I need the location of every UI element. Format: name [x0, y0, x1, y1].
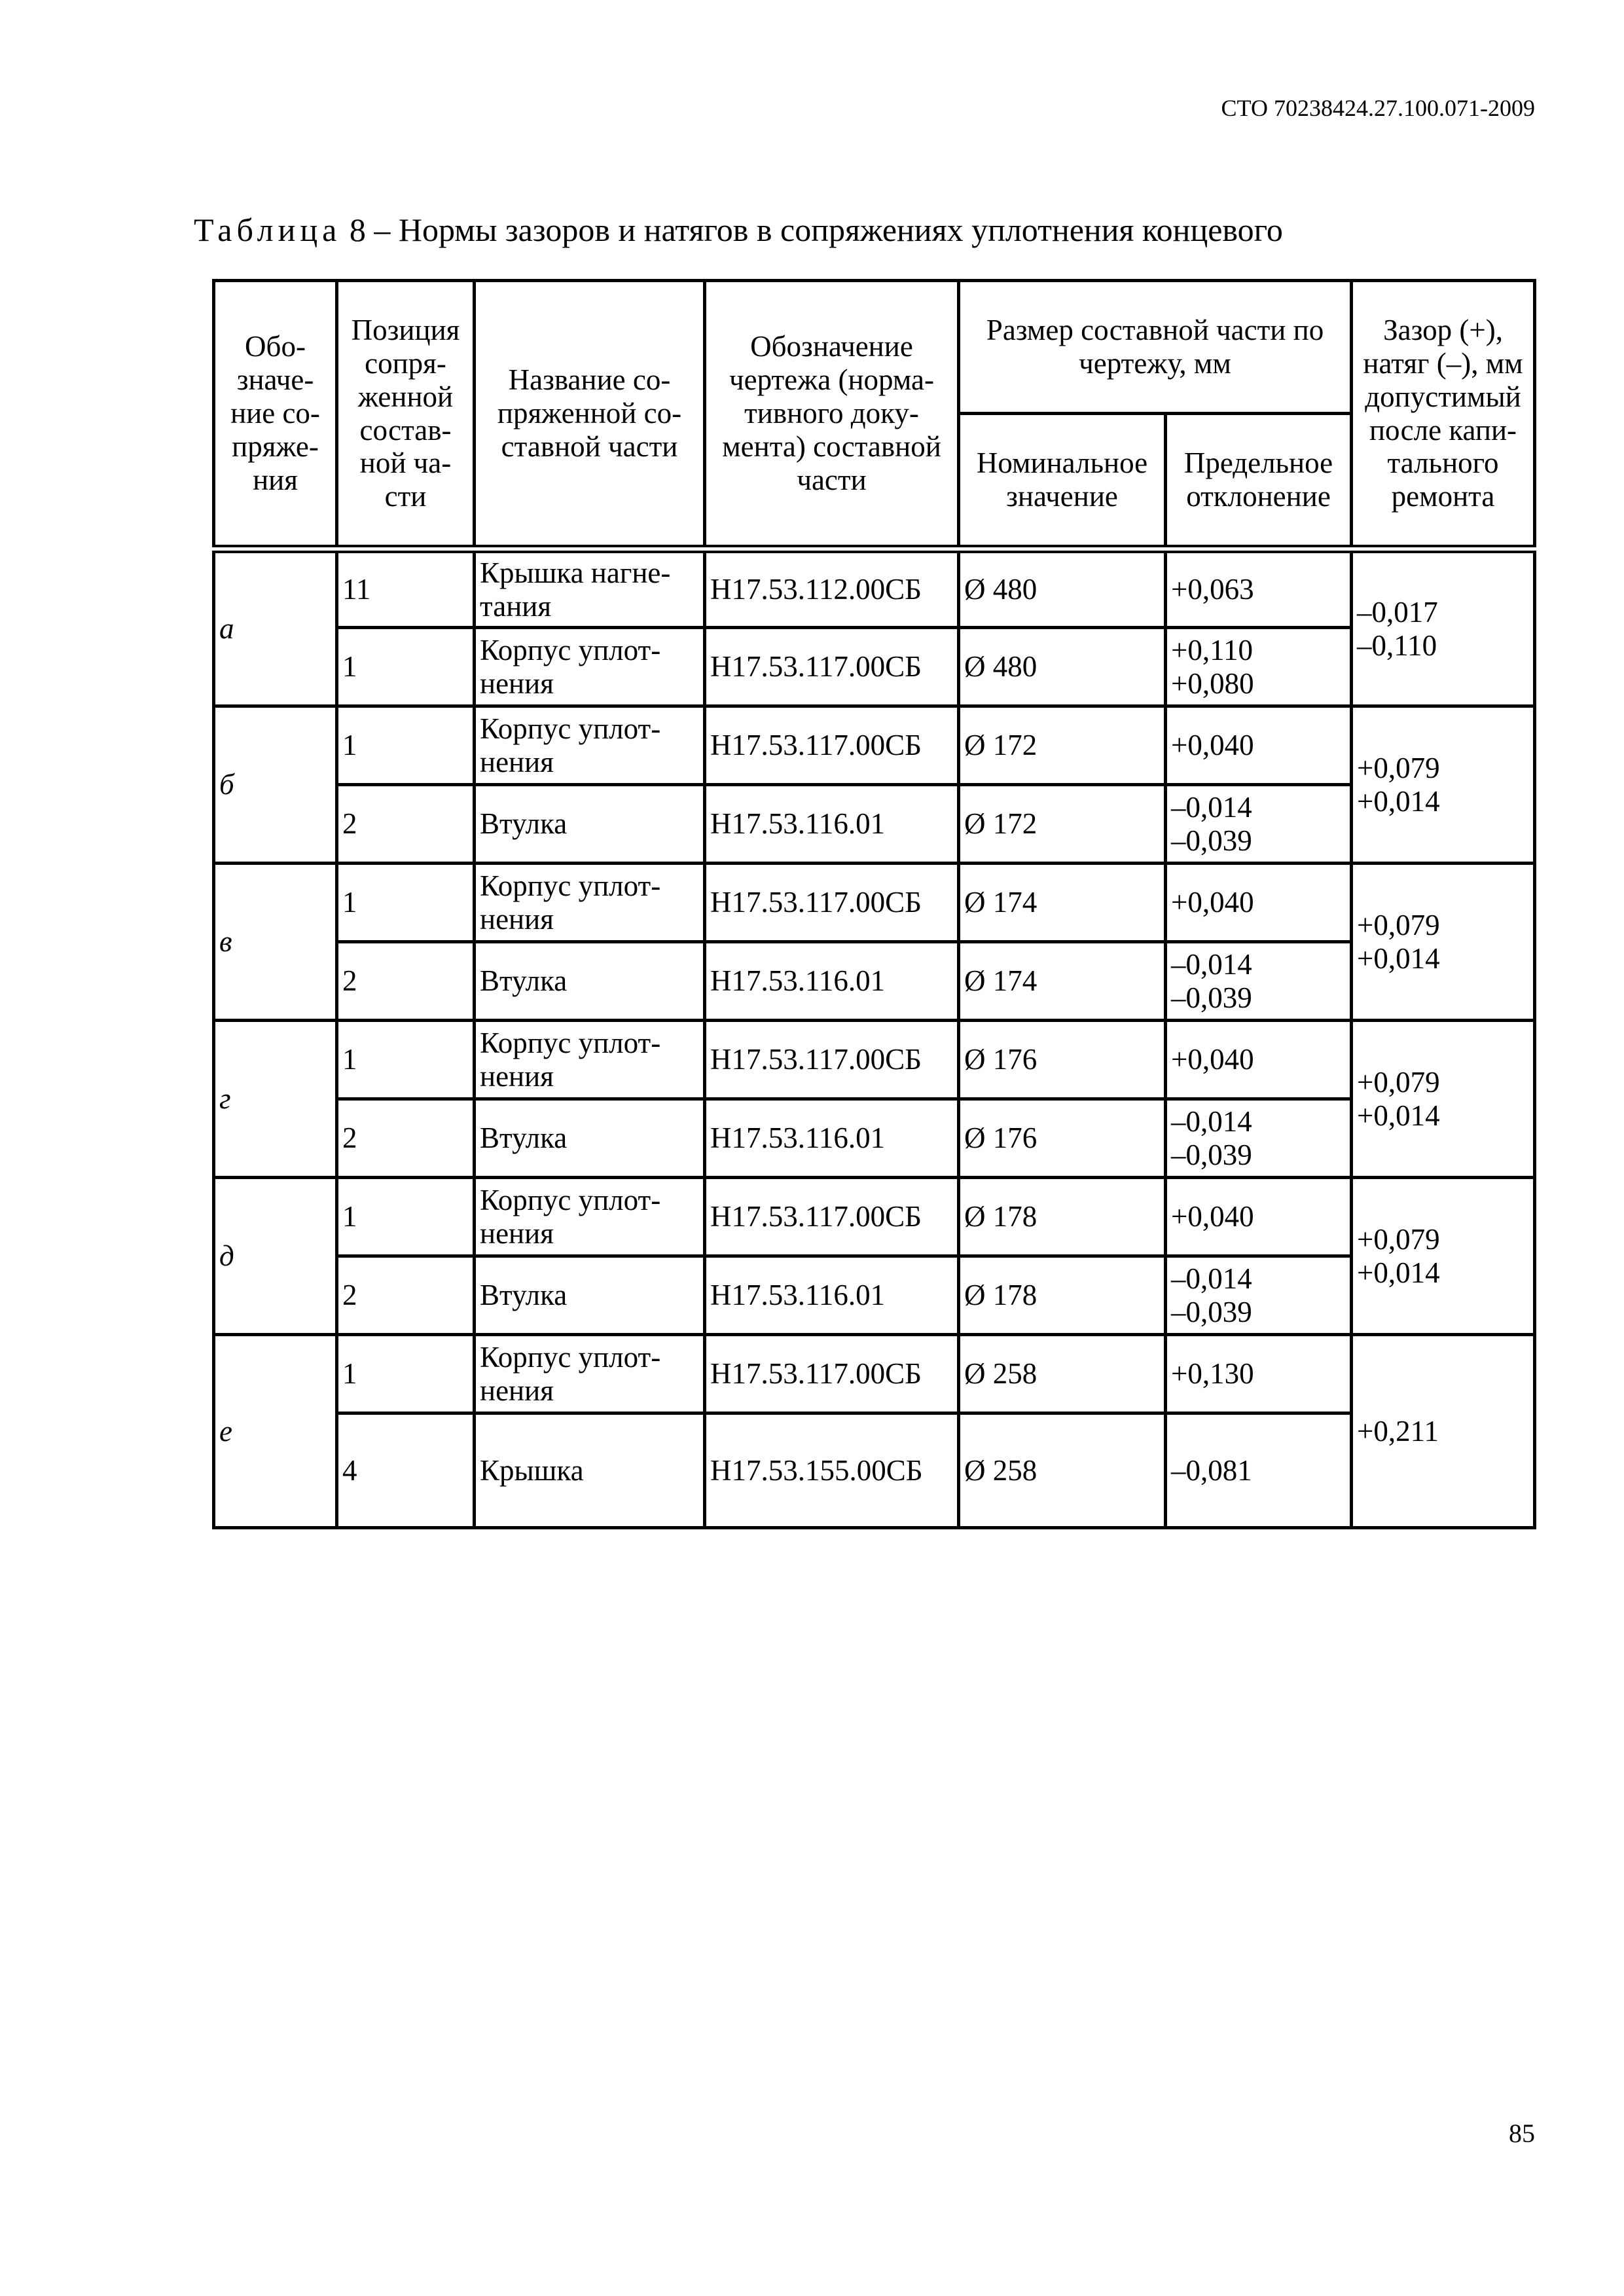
fit-value: +0,079	[1357, 1065, 1440, 1099]
part-name-cell: Корпус уплот-нения	[475, 1021, 705, 1099]
position-cell: 2	[337, 1256, 475, 1335]
nominal-size-cell: Ø 258	[959, 1413, 1166, 1528]
position-cell: 2	[337, 1099, 475, 1178]
caption-label: Таблица	[194, 211, 342, 248]
position-cell: 1	[337, 1335, 475, 1413]
table-row	[214, 706, 1535, 785]
part-name-cell: Втулка	[475, 1099, 705, 1178]
deviation-value: +0,040	[1171, 729, 1254, 762]
deviation-cell	[1166, 549, 1352, 628]
table-row	[214, 549, 1535, 628]
position-cell: 2	[337, 942, 475, 1021]
header-part-name: Название со-пряженной со-ставной части	[475, 281, 705, 549]
deviation-cell	[1166, 1099, 1352, 1178]
nominal-size-cell: Ø 172	[959, 785, 1166, 864]
fit-value: +0,211	[1357, 1414, 1439, 1448]
deviation-value: –0,014	[1171, 1262, 1252, 1295]
fit-value: +0,014	[1357, 1256, 1440, 1289]
mating-designation: в	[214, 864, 337, 1021]
deviation-cell	[1166, 1178, 1352, 1256]
position-cell: 11	[337, 549, 475, 628]
fit-value: +0,079	[1357, 908, 1440, 941]
mating-designation: б	[214, 706, 337, 864]
part-name-cell: Корпус уплот-нения	[475, 1178, 705, 1256]
table-caption	[194, 211, 1283, 249]
page-number: 85	[1509, 2119, 1535, 2148]
nominal-size-cell: Ø 176	[959, 1099, 1166, 1178]
deviation-value: +0,110	[1171, 633, 1253, 666]
drawing-cell: Н17.53.116.01	[705, 1256, 959, 1335]
drawing-cell: Н17.53.112.00СБ	[705, 549, 959, 628]
fit-cell	[1352, 864, 1535, 1021]
fit-value: +0,079	[1357, 751, 1440, 784]
deviation-value: –0,039	[1171, 1295, 1252, 1328]
mating-designation: е	[214, 1335, 337, 1528]
deviation-cell	[1166, 785, 1352, 864]
deviation-value: +0,040	[1171, 1200, 1254, 1233]
mating-designation: д	[214, 1178, 337, 1335]
header-position: Позиция сопря-женной состав-ной ча-сти	[337, 281, 475, 549]
table-row	[214, 942, 1535, 1021]
position-cell: 4	[337, 1413, 475, 1528]
position-cell: 1	[337, 706, 475, 785]
deviation-cell	[1166, 706, 1352, 785]
table-row	[214, 1178, 1535, 1256]
deviation-value: –0,081	[1171, 1453, 1252, 1487]
fit-cell	[1352, 549, 1535, 706]
fit-cell	[1352, 1021, 1535, 1178]
nominal-size-cell: Ø 480	[959, 549, 1166, 628]
nominal-size-cell: Ø 174	[959, 942, 1166, 1021]
nominal-size-cell: Ø 178	[959, 1178, 1166, 1256]
part-name-cell: Втулка	[475, 785, 705, 864]
caption-number: 8	[349, 211, 366, 248]
drawing-cell: Н17.53.117.00СБ	[705, 706, 959, 785]
drawing-cell: Н17.53.117.00СБ	[705, 628, 959, 706]
drawing-cell: Н17.53.116.01	[705, 1099, 959, 1178]
deviation-cell	[1166, 1256, 1352, 1335]
deviation-value: –0,039	[1171, 1138, 1252, 1171]
part-name-cell: Втулка	[475, 942, 705, 1021]
table-row	[214, 628, 1535, 706]
drawing-cell: Н17.53.117.00СБ	[705, 1335, 959, 1413]
fit-value: –0,017	[1357, 595, 1438, 629]
part-name-cell: Корпус уплот-нения	[475, 1335, 705, 1413]
drawing-cell: Н17.53.117.00СБ	[705, 864, 959, 942]
deviation-cell	[1166, 864, 1352, 942]
position-cell: 2	[337, 785, 475, 864]
deviation-cell	[1166, 1413, 1352, 1528]
deviation-value: +0,130	[1171, 1357, 1254, 1391]
nominal-size-cell: Ø 172	[959, 706, 1166, 785]
position-cell: 1	[337, 1021, 475, 1099]
table-row	[214, 1413, 1535, 1528]
position-cell: 1	[337, 864, 475, 942]
drawing-cell: Н17.53.155.00СБ	[705, 1413, 959, 1528]
fit-cell	[1352, 706, 1535, 864]
part-name-cell: Корпус уплот-нения	[475, 706, 705, 785]
table-row	[214, 1335, 1535, 1413]
document-code: СТО 70238424.27.100.071-2009	[1221, 95, 1535, 121]
table-row	[214, 1256, 1535, 1335]
table-body	[214, 549, 1535, 1528]
drawing-cell: Н17.53.117.00СБ	[705, 1178, 959, 1256]
header-size-group: Размер составной части по чертежу, мм	[959, 281, 1352, 414]
deviation-value: –0,039	[1171, 824, 1252, 857]
deviation-cell	[1166, 628, 1352, 706]
deviation-value: +0,040	[1171, 886, 1254, 919]
table-row	[214, 864, 1535, 942]
table-row	[214, 1099, 1535, 1178]
deviation-value: +0,040	[1171, 1043, 1254, 1076]
table-row	[214, 785, 1535, 864]
position-cell: 1	[337, 1178, 475, 1256]
header-nominal: Номинальное значение	[959, 414, 1166, 549]
deviation-cell	[1166, 1335, 1352, 1413]
fit-value: +0,014	[1357, 784, 1440, 818]
deviation-cell	[1166, 942, 1352, 1021]
part-name-cell: Корпус уплот-нения	[475, 628, 705, 706]
deviation-cell	[1166, 1021, 1352, 1099]
drawing-cell: Н17.53.117.00СБ	[705, 1021, 959, 1099]
drawing-cell: Н17.53.116.01	[705, 942, 959, 1021]
header-mating: Обо-значе-ние со-пряже-ния	[214, 281, 337, 549]
part-name-cell: Крышка нагне-тания	[475, 549, 705, 628]
mating-designation: г	[214, 1021, 337, 1178]
header-deviation: Предельное отклонение	[1166, 414, 1352, 549]
deviation-value: +0,063	[1171, 573, 1254, 606]
deviation-value: –0,014	[1171, 790, 1252, 824]
header-fit: Зазор (+), натяг (–), мм допустимый после капи-тального ремонта	[1352, 281, 1535, 549]
fit-cell	[1352, 1335, 1535, 1528]
part-name-cell: Втулка	[475, 1256, 705, 1335]
fit-cell	[1352, 1178, 1535, 1335]
fits-table	[212, 279, 1536, 1529]
fit-value: +0,014	[1357, 1099, 1440, 1132]
drawing-cell: Н17.53.116.01	[705, 785, 959, 864]
nominal-size-cell: Ø 176	[959, 1021, 1166, 1099]
part-name-cell: Корпус уплот-нения	[475, 864, 705, 942]
fit-value: +0,079	[1357, 1222, 1440, 1256]
nominal-size-cell: Ø 174	[959, 864, 1166, 942]
nominal-size-cell: Ø 258	[959, 1335, 1166, 1413]
fit-value: –0,110	[1357, 629, 1437, 662]
table-row	[214, 1021, 1535, 1099]
position-cell: 1	[337, 628, 475, 706]
deviation-value: –0,039	[1171, 981, 1252, 1014]
header-drawing: Обозначение чертежа (норма-тивного доку-мента) составной части	[705, 281, 959, 549]
mating-designation: а	[214, 549, 337, 706]
deviation-value: –0,014	[1171, 947, 1252, 981]
part-name-cell: Крышка	[475, 1413, 705, 1528]
nominal-size-cell: Ø 178	[959, 1256, 1166, 1335]
caption-text: – Нормы зазоров и натягов в сопряжениях уплотнения концевого	[374, 211, 1283, 248]
nominal-size-cell: Ø 480	[959, 628, 1166, 706]
deviation-value: –0,014	[1171, 1104, 1252, 1138]
deviation-value: +0,080	[1171, 666, 1254, 700]
fit-value: +0,014	[1357, 941, 1440, 975]
